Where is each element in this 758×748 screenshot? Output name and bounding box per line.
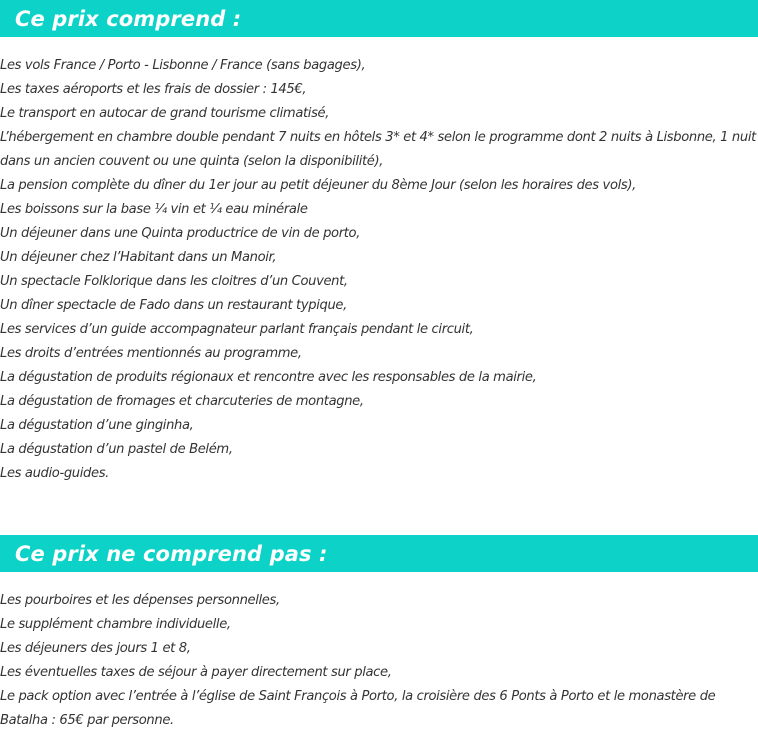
included-item: Les taxes aéroports et les frais de dossier : 145€, (0, 82, 307, 97)
excluded-item: Les éventuelles taxes de séjour à payer directement sur place, (0, 665, 392, 680)
included-section-title: Ce prix comprend : (15, 6, 242, 31)
included-item: Les boissons sur la base ¼ vin et ¼ eau minérale (0, 202, 308, 217)
excluded-item: Les pourboires et les dépenses personnelles, (0, 593, 280, 608)
included-item: La dégustation de fromages et charcuteries de montagne, (0, 394, 364, 409)
excluded-section-header (0, 535, 758, 572)
included-item: La dégustation de produits régionaux et rencontre avec les responsables de la mairie, (0, 370, 537, 385)
excluded-item: Les déjeuners des jours 1 et 8, (0, 641, 191, 656)
excluded-item: Le supplément chambre individuelle, (0, 617, 231, 632)
included-item: Un déjeuner chez l’Habitant dans un Manoir, (0, 250, 277, 265)
included-item: Le transport en autocar de grand tourisme climatisé, (0, 106, 330, 121)
included-item: Les services d’un guide accompagnateur parlant français pendant le circuit, (0, 322, 474, 337)
included-section-header (0, 0, 758, 37)
included-item: Un déjeuner dans une Quinta productrice de vin de porto, (0, 226, 361, 241)
excluded-section-title: Ce prix ne comprend pas : (15, 541, 328, 566)
included-item: Les vols France / Porto - Lisbonne / France (sans bagages), (0, 58, 366, 73)
included-item: Un dîner spectacle de Fado dans un restaurant typique, (0, 298, 347, 313)
included-item: La pension complète du dîner du 1er jour au petit déjeuner du 8ème Jour (selon les horaires des vols), (0, 178, 636, 193)
excluded-items-list (0, 589, 758, 733)
included-item: L’hébergement en chambre double pendant 7 nuits en hôtels 3* et 4* selon le programme dont 2 nuits à Lisbonne, 1 nuit dans un ancien couvent ou une quinta (selon la disponibilité), (0, 130, 756, 169)
included-items-list (0, 54, 758, 486)
included-item: Un spectacle Folklorique dans les cloitres d’un Couvent, (0, 274, 348, 289)
included-item: La dégustation d’une ginginha, (0, 418, 194, 433)
included-item: Les audio-guides. (0, 466, 109, 481)
included-item: Les droits d’entrées mentionnés au programme, (0, 346, 302, 361)
excluded-item: Le pack option avec l’entrée à l’église de Saint François à Porto, la croisière des 6 Ponts à Porto et le monastère de Batalha : 65€ par personne. (0, 689, 716, 728)
included-item: La dégustation d’un pastel de Belém, (0, 442, 233, 457)
